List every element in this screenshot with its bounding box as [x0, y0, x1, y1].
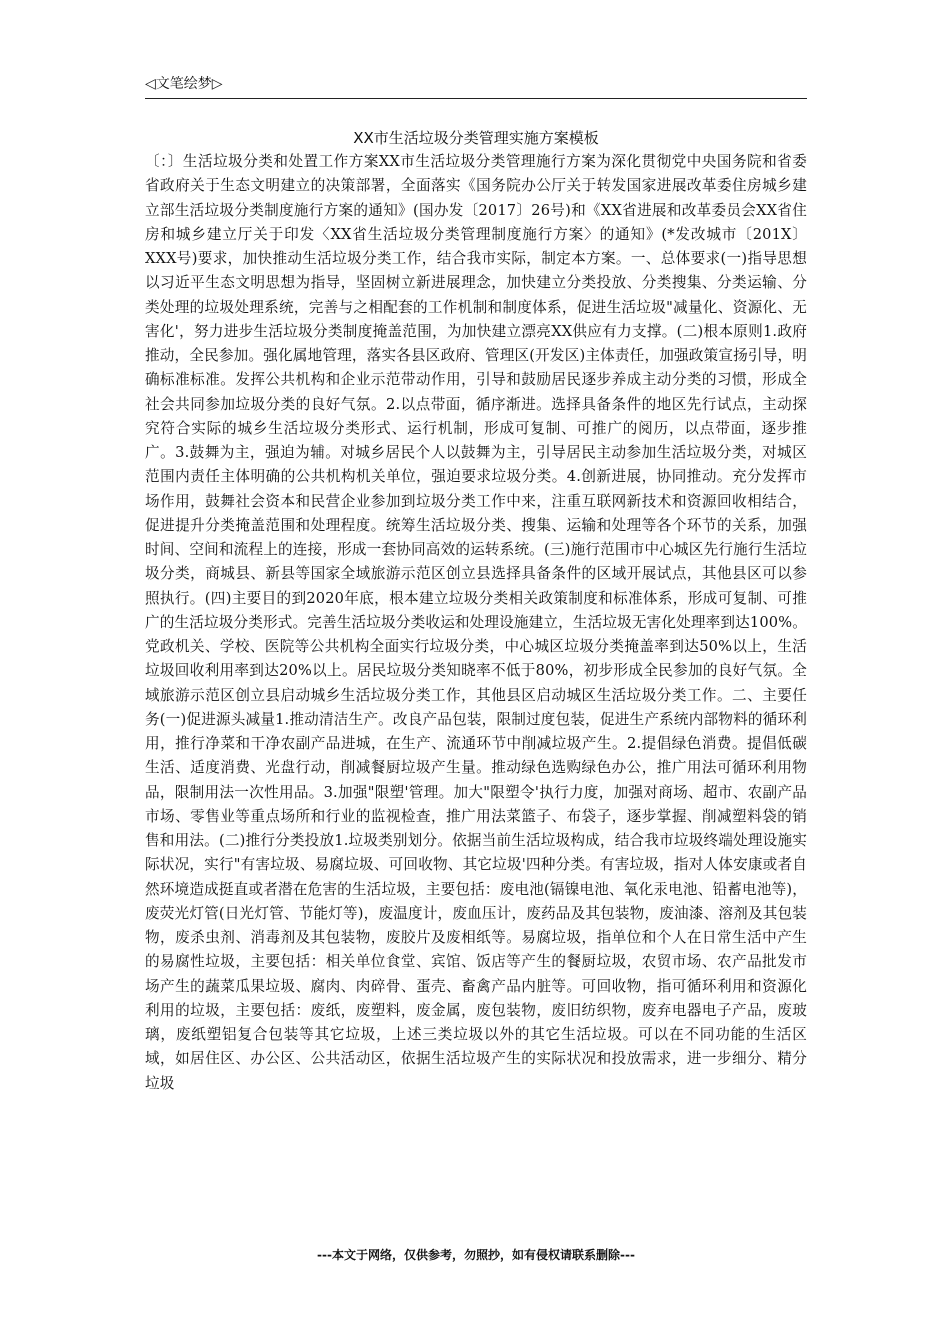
document-body: 〔：〕生活垃圾分类和处置工作方案XX市生活垃圾分类管理施行方案为深化贯彻党中央国务院和省委省政府关于生态文明建立的决策部署，全面落实《国务院办公厅关于转发国家进展改革委住房城乡建立部生活垃圾分类制度施行方案的通知》(国办发〔2017〕26号)和《XX省进展和改革委员会XX省住房和城乡建立厅关于印发〈XX省生活垃圾分类管理制度施行方案〉的通知》(*发改城市〔201X〕XXX号)要求，加快推动生活垃圾分类工作，结合我市实际，制定本方案。一、总体要求(一)指导思想以习近平生态文明思想为指导，坚固树立新进展理念，加快建立分类投放、分类搜集、分类运输、分类处理的垃圾处理系统，完善与之相配套的工作机制和制度体系，促进生活垃圾"减量化、资源化、无害化'，努力进步生活垃圾分类制度掩盖范围，为加快建立漂亮XX供应有力支撑。(二)根本原则1.政府推动，全民参加。强化属地管理，落实各县区政府、管理区(开发区)主体责任，加强政策宣扬引导，明确标准标准。发挥公共机构和企业示范带动作用，引导和鼓励居民逐步养成主动分类的习惯，形成全社会共同参加垃圾分类的良好气氛。2.以点带面，循序渐进。选择具备条件的地区先行试点，主动探究符合实际的城乡生活垃圾分类形式、运行机制，形成可复制、可推广的阅历，以点带面，逐步推广。3.鼓舞为主，强迫为辅。对城乡居民个人以鼓舞为主，引导居民主动参加生活垃圾分类，对城区范围内责任主体明确的公共机构机关单位，强迫要求垃圾分类。4.创新进展，协同推动。充分发挥市场作用，鼓舞社会资本和民营企业参加到垃圾分类工作中来，注重互联网新技术和资源回收相结合，促进提升分类掩盖范围和处理程度。统筹生活垃圾分类、搜集、运输和处理等各个环节的关系，加强时间、空间和流程上的连接，形成一套协同高效的运转系统。(三)施行范围市中心城区先行施行生活垃圾分类，商城县、新县等国家全域旅游示范区创立县选择具备条件的区域开展试点，其他县区可以参照执行。(四)主要目的到2020年底，根本建立垃圾分类相关政策制度和标准体系，形成可复制、可推广的生活垃圾分类形式。完善生活垃圾分类收运和处理设施建立，生活垃圾无害化处理率到达100%。党政机关、学校、医院等公共机构全面实行垃圾分类，中心城区垃圾分类掩盖率到达50%以上，生活垃圾回收利用率到达20%以上。居民垃圾分类知晓率不低于80%，初步形成全民参加的良好气氛。全域旅游示范区创立县启动城乡生活垃圾分类工作，其他县区启动城区生活垃圾分类工作。二、主要任务(一)促进源头减量1.推动清洁生产。改良产品包装，限制过度包装，促进生产系统内部物料的循环利用，推行净菜和干净农副产品进城，在生产、流通环节中削减垃圾产生。2.提倡绿色消费。提倡低碳生活、适度消费、光盘行动，削减餐厨垃圾产生量。推动绿色选购绿色办公，推广用法可循环利用物品，限制用法一次性用品。3.加强"限塑'管理。加大"限塑令'执行力度，加强对商场、超市、农副产品市场、零售业等重点场所和行业的监视检查，推广用法菜篮子、布袋子，逐步掌握、削减塑料袋的销售和用法。(二)推行分类投放1.垃圾类别划分。依据当前生活垃圾构成，结合我市垃圾终端处理设施实际状况，实行"有害垃圾、易腐垃圾、可回收物、其它垃圾'四种分类。有害垃圾，指对人体安康或者自然环境造成挺直或者潜在危害的生活垃圾，主要包括：废电池(镉镍电池、氧化汞电池、铅蓄电池等)，废荧光灯管(日光灯管、节能灯等)，废温度计，废血压计，废药品及其包装物，废油漆、溶剂及其包装物，废杀虫剂、消毒剂及其包装物，废胶片及废相纸等。易腐垃圾，指单位和个人在日常生活中产生的易腐性垃圾，主要包括：相关单位食堂、宾馆、饭店等产生的餐厨垃圾，农贸市场、农产品批发市场产生的蔬菜瓜果垃圾、腐肉、肉碎骨、蛋壳、畜禽产品内脏等。可回收物，指可循环利用和资源化利用的垃圾，主要包括：废纸，废塑料，废金属，废包装物，废旧纺织物，废弃电器电子产品，废玻璃，废纸塑铝复合包装等其它垃圾，上述三类垃圾以外的其它生活垃圾。可以在不同功能的生活区域，如居住区、办公区、公共活动区，依据生活垃圾产生的实际状况和投放需求，进一步细分、精分垃圾 [145, 153, 807, 1092]
footer-notice: ---本文于网络，仅供参考，勿照抄，如有侵权请联系删除--- [317, 1248, 635, 1262]
brand-logo [145, 74, 223, 94]
page-header [145, 72, 807, 99]
left-triangle-icon: ◁ [145, 76, 156, 92]
document-title: XX市生活垃圾分类管理实施方案模板 [353, 129, 599, 147]
right-triangle-icon: ▷ [211, 76, 223, 92]
brand-name: 文笔绘梦 [155, 76, 212, 92]
